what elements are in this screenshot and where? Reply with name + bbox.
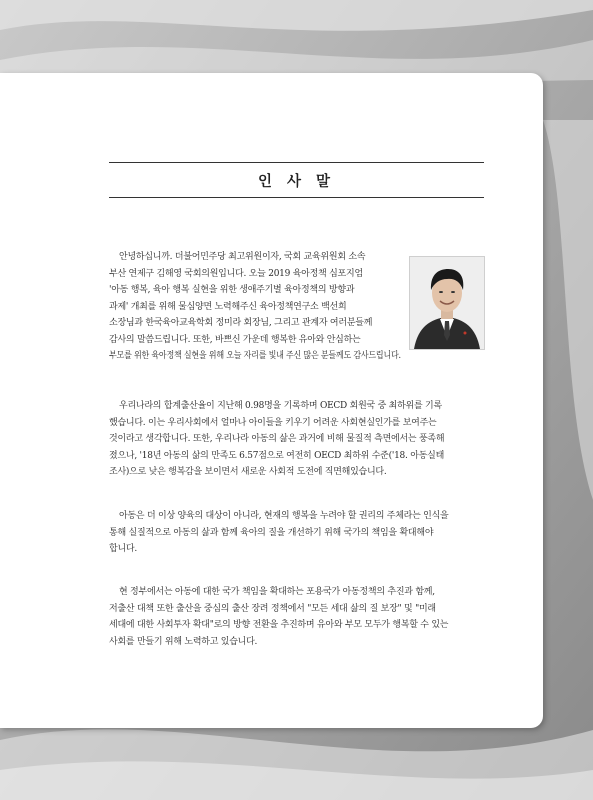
p4-line-3: 세대에 대한 사회투자 확대"로의 방향 전환을 추진하며 유아와 부모 모두가 행복할 수 있는 [109,620,449,630]
p2-line-5: 조사)으로 낮은 행복감을 보이면서 새로운 사회적 도전에 직면해있습니다. [109,467,387,477]
p1-line-2: 부산 연제구 김해영 국회의원입니다. 오늘 2019 육아정책 심포지엄 [109,268,363,279]
paragraph-2 [109,398,484,481]
p4-line-4: 사회를 만들기 위해 노력하고 있습니다. [109,636,258,647]
portrait-illustration [410,257,484,349]
p4-line-1: 현 정부에서는 아동에 대한 국가 책임을 확대하는 포용국가 아동정책의 추진과 함께, [119,587,435,597]
p4-line-2: 저출산 대책 또한 출산을 중심의 출산 장려 정책에서 "모든 세대 삶의 질 보장" 및 "미래 [109,603,436,614]
p1-line-5: 소장님과 한국육아교육학회 정미라 회장님, 그리고 관계자 여러분들께 [109,318,373,328]
p1-line-4: 과제' 개최를 위해 물심양면 노력해주신 육아정책연구소 백선희 [109,301,347,312]
p3-line-3: 합니다. [109,544,137,554]
portrait-photo [409,256,485,350]
paragraph-4 [109,584,484,650]
p1-line-1: 안녕하십니까. 더불어민주당 최고위원이자, 국회 교육위원회 소속 [119,252,366,262]
p1-line-3: '아동 행복, 육아 행복 실현을 위한 생애주기별 육아정책의 방향과 [109,285,355,295]
paragraph-1 [109,249,401,365]
p1-line-7: 부모를 위한 육아정책 실현을 위해 오늘 자리를 빛내 주신 많은 분들께도 감사드립니다. [109,351,401,361]
p2-line-4: 졌으나, '18년 아동의 삶의 만족도 6.57점으로 여전히 OECD 최하위 수준('18. 아동실태 [109,450,445,461]
p3-line-1: 아동은 더 이상 양육의 대상이 아니라, 현재의 행복을 누려야 할 권리의 주체라는 인식을 [119,511,449,521]
p2-line-3: 것이라고 생각합니다. 또한, 우리나라 아동의 삶은 과거에 비해 물질적 측면에서는 풍족해 [109,434,445,444]
page-title: 인 사 말 [257,173,336,190]
p3-line-2: 통해 실질적으로 아동의 삶과 함께 육아의 질을 개선하기 위해 국가의 책임을 확대해야 [109,527,434,538]
p1-line-6: 감사의 말씀드립니다. 또한, 바쁘신 가운데 행복한 유아와 안심하는 [109,334,361,345]
p2-line-2: 했습니다. 이는 우리사회에서 얼마나 아이들을 키우기 어려운 사회현실인가를 보여주는 [109,417,437,428]
heading-box [109,162,484,198]
paragraph-3 [109,508,484,558]
p2-line-1: 우리나라의 합계출산율이 지난해 0.98명을 기록하며 OECD 회원국 중 최하위를 기록 [119,401,442,411]
